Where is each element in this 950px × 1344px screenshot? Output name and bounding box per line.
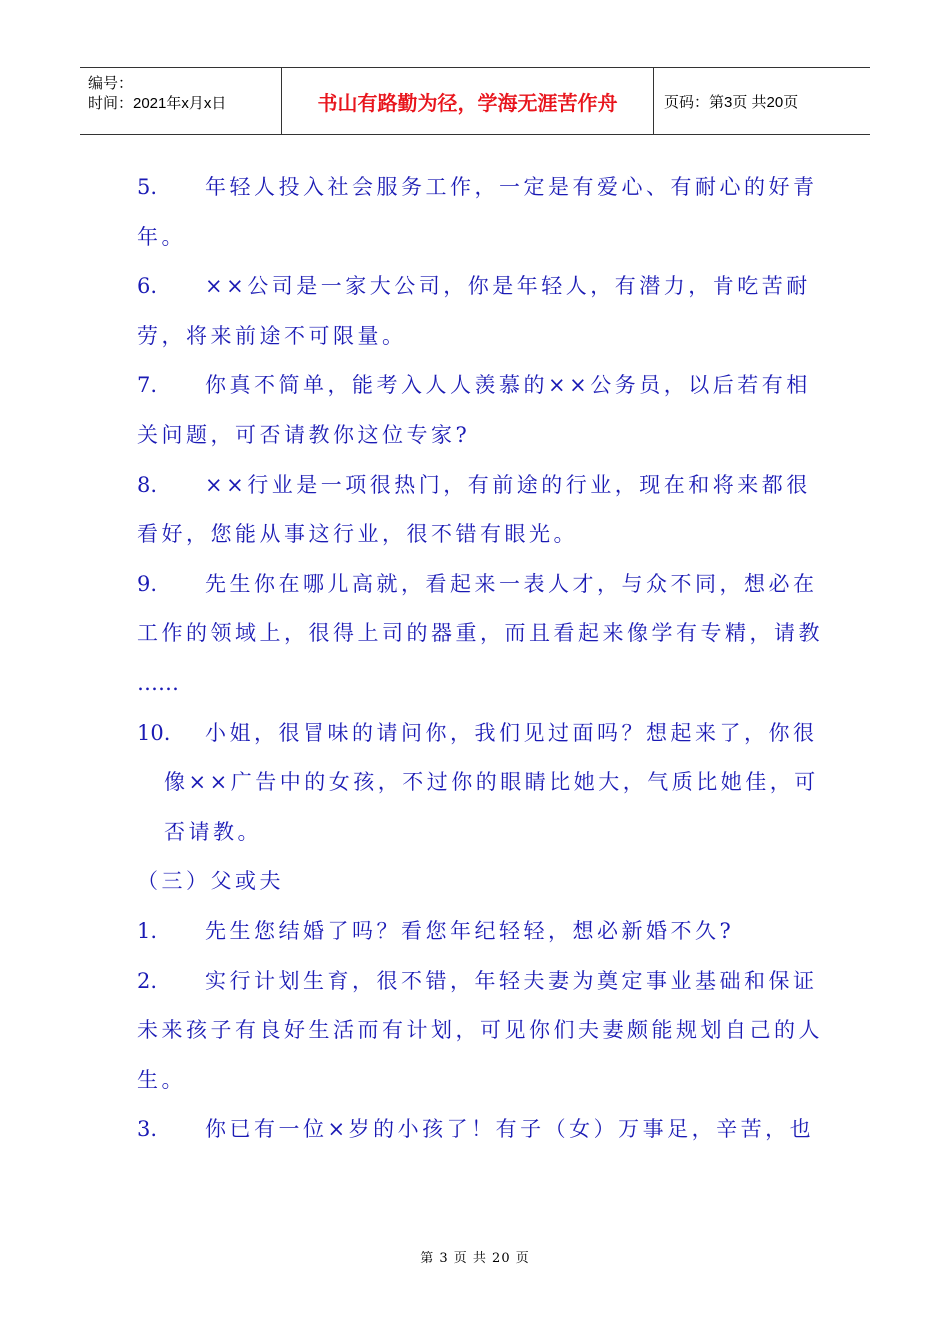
item-text-cont: 否请教。 [164,819,262,844]
item-number: 10. [137,720,171,745]
item-text: 小姐，很冒味的请问你，我们见过面吗？想起来了，你很 [205,720,818,745]
item-number: 9. [137,571,158,596]
list-item [137,163,827,262]
document-body [137,163,827,1155]
item-number: 5. [137,175,158,199]
item-text: 先生您结婚了吗？看您年纪轻轻，想必新婚不久? [205,918,735,943]
item-text-cont: 生。 [137,1067,186,1092]
item-text: ××公司是一家大公司，你是年轻人，有潜力，肯吃苦耐 [205,274,811,299]
header-meta [80,68,282,134]
item-number: 2. [137,968,158,993]
item-text: 实行计划生育，很不错，年轻夫妻为奠定事业基础和保证 [205,968,818,993]
list-item [137,1105,827,1155]
item-text-cont: 劳，将来前途不可限量。 [137,323,407,348]
item-text-cont: 未来孩子有良好生活而有计划，可见你们夫妻颇能规划自己的人 [137,1018,823,1043]
document-header [80,67,870,135]
list-item [137,361,827,460]
item-text-ellipsis: …… [137,670,179,695]
list-item [137,957,827,1106]
item-text: ××行业是一项很热门，有前途的行业，现在和将来都很 [205,472,811,497]
page-footer: 第 3 页 共 20 页 [420,1251,530,1266]
item-text-cont: 看好，您能从事这行业，很不错有眼光。 [137,522,578,547]
item-text-cont: 年。 [137,224,186,249]
list-item [137,262,827,361]
header-page-code: 页码：第3页 共20页 [664,93,799,111]
section-heading: （三）父或夫 [137,869,284,894]
item-text: 你已有一位×岁的小孩了！有子（女）万事足，辛苦，也 [205,1117,815,1142]
list-item [137,709,827,858]
item-text: 年轻人投入社会服务工作，一定是有爱心、有耐心的好青 [205,175,818,199]
list-item [137,907,827,957]
document-time: 时间：2021年x月x日 [88,95,227,112]
item-number: 8. [137,472,158,497]
item-text: 先生你在哪儿高就，看起来一表人才，与众不同，想必在 [205,571,818,596]
list-item [137,461,827,560]
item-number: 3. [137,1117,158,1142]
item-number: 1. [137,918,158,943]
item-number: 6. [137,274,158,299]
item-number: 7. [137,373,158,398]
list-item [137,560,827,709]
item-text-cont: 关问题，可否请教你这位专家? [137,422,471,447]
document-number-label: 编号： [88,75,134,92]
item-text: 你真不简单，能考入人人羡慕的××公务员，以后若有相 [205,373,811,398]
header-motto: 书山有路勤为径，学海无涯苦作舟 [282,68,654,134]
item-text-cont: 工作的领域上，很得上司的器重，而且看起来像学有专精，请教 [137,621,823,646]
item-text-cont: 像××广告中的女孩，不过你的眼睛比她大，气质比她佳，可 [164,770,819,795]
